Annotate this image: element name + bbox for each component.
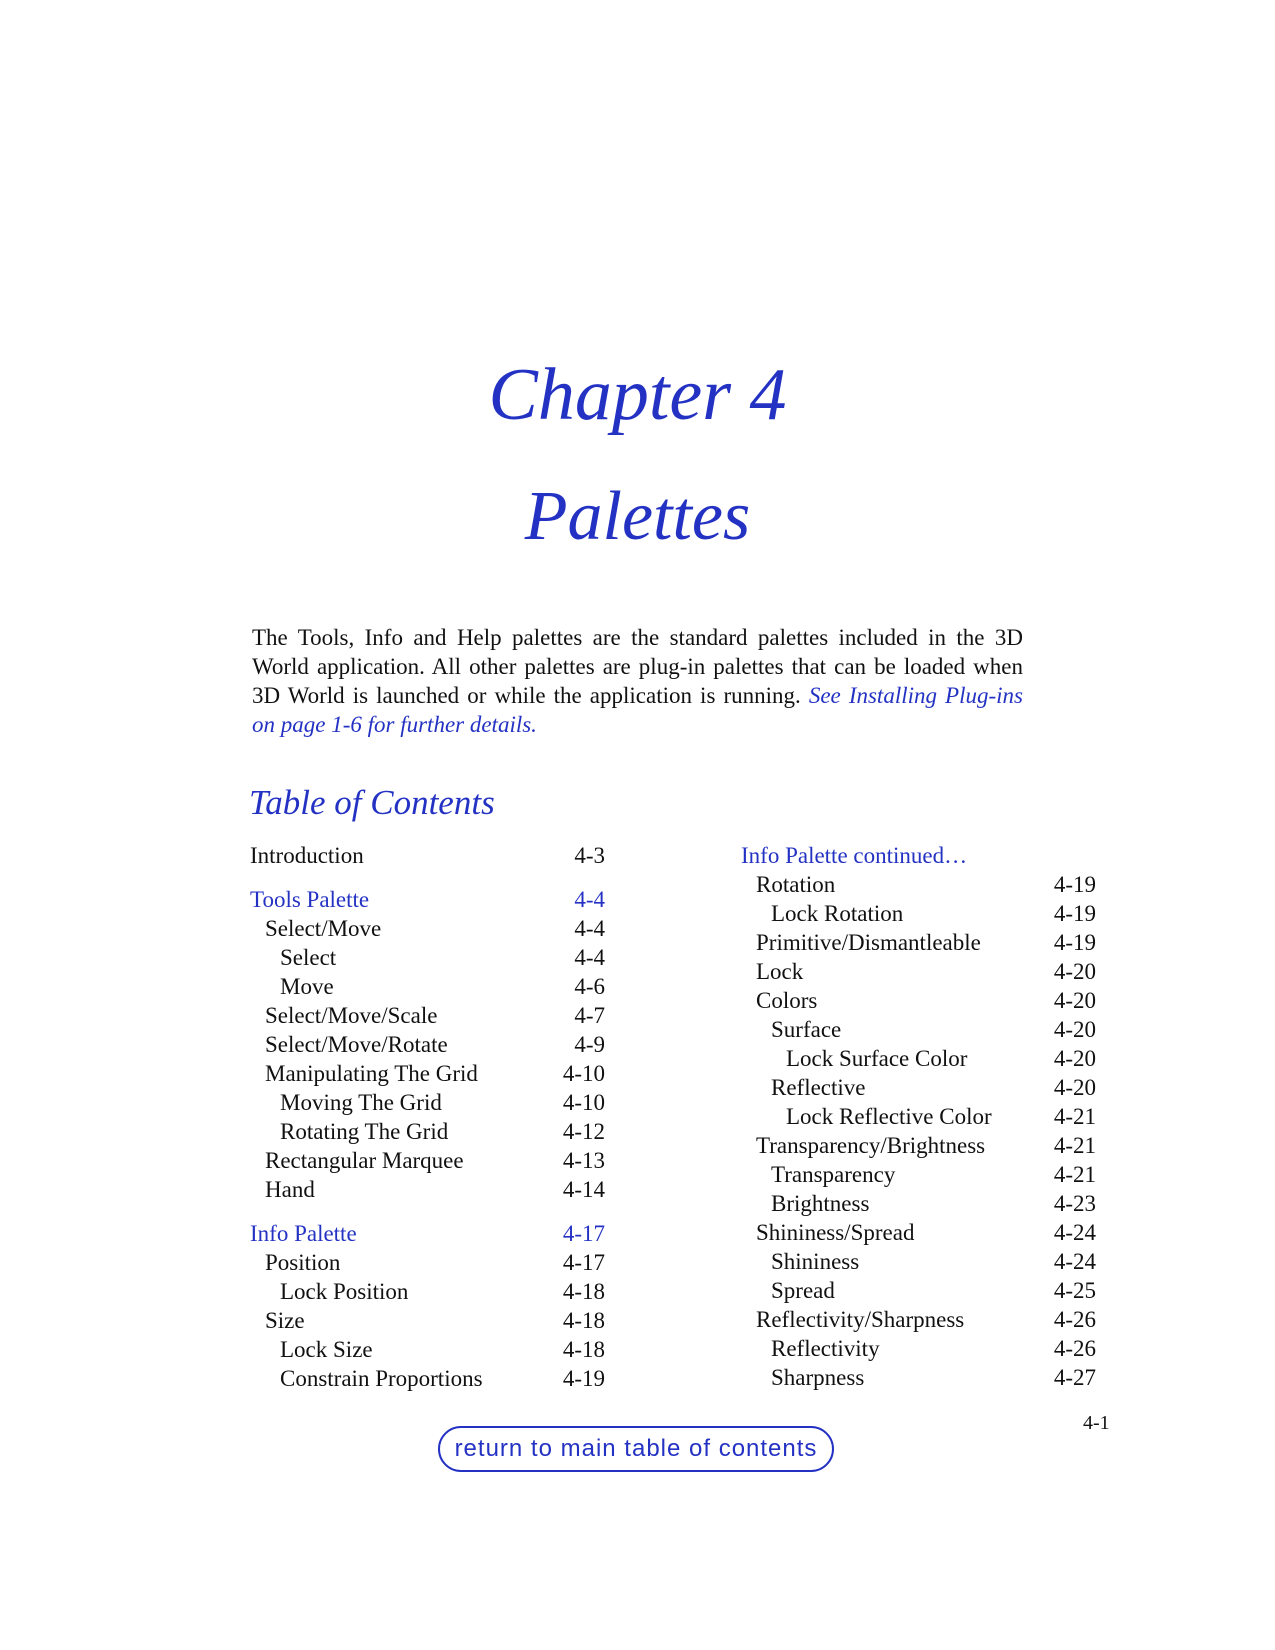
toc-entry-label: Reflective — [771, 1075, 866, 1100]
toc-entry-page: 4-19 — [562, 1366, 605, 1391]
toc-entry-page: 4-21 — [1053, 1104, 1096, 1129]
toc-entry-label: Surface — [771, 1017, 842, 1042]
installing-plugins-link[interactable]: See Installing Plug-ins on page 1-6 for further details. — [252, 683, 1023, 737]
toc-entry-moving-the-grid[interactable] — [250, 1088, 605, 1117]
toc-entry-page: 4-23 — [1053, 1191, 1096, 1216]
toc-entry-transparency-brightness[interactable] — [741, 1131, 1096, 1160]
intro-text: The Tools, Info and Help palettes are the standard palettes included in the 3D World application. All other palettes are plug-in palettes that can be loaded when 3D World is launched or while the application is running. — [252, 625, 1023, 708]
toc-entry-page: 4-18 — [562, 1337, 605, 1362]
toc-entry-size[interactable] — [250, 1306, 605, 1335]
toc-entry-select-move-rotate[interactable] — [250, 1030, 605, 1059]
toc-entry-page: 4-20 — [1053, 959, 1096, 984]
toc-entry-page: 4-26 — [1053, 1307, 1096, 1332]
toc-entry-transparency[interactable] — [741, 1160, 1096, 1189]
toc-entry-page: 4-3 — [574, 843, 605, 868]
toc-entry-label: Info Palette — [250, 1221, 357, 1246]
toc-entry-label: Lock Size — [280, 1337, 373, 1362]
toc-entry-select-move-scale[interactable] — [250, 1001, 605, 1030]
toc-entry-label: Tools Palette — [250, 887, 370, 912]
toc-entry-page: 4-12 — [562, 1119, 605, 1144]
toc-entry-page: 4-6 — [574, 974, 605, 999]
toc-entry-label: Size — [265, 1308, 305, 1333]
toc-entry-label: Lock Reflective Color — [786, 1104, 992, 1129]
toc-entry-info-palette-continued[interactable] — [741, 841, 1096, 870]
toc-entry-manipulating-the-grid[interactable] — [250, 1059, 605, 1088]
toc-entry-page: 4-9 — [574, 1032, 605, 1057]
toc-entry-page: 4-14 — [562, 1177, 605, 1202]
toc-entry-move[interactable] — [250, 972, 605, 1001]
toc-entry-label: Hand — [265, 1177, 315, 1202]
toc-entry-page: 4-4 — [574, 887, 605, 912]
toc-entry-page: 4-26 — [1053, 1336, 1096, 1361]
toc-entry-label: Select — [280, 945, 337, 970]
toc-entry-page: 4-21 — [1053, 1133, 1096, 1158]
chapter-subtitle: Palettes — [524, 478, 751, 555]
toc-entry-label: Constrain Proportions — [280, 1366, 483, 1391]
toc-entry-shininess[interactable] — [741, 1247, 1096, 1276]
toc-entry-label: Lock Position — [280, 1279, 409, 1304]
intro-paragraph — [252, 623, 1023, 739]
toc-entry-page: 4-10 — [562, 1090, 605, 1115]
toc-entry-label: Introduction — [250, 843, 364, 868]
return-to-main-toc-button[interactable]: return to main table of contents — [438, 1426, 834, 1472]
toc-entry-page: 4-19 — [1053, 872, 1096, 897]
toc-entry-reflective[interactable] — [741, 1073, 1096, 1102]
toc-entry-reflectivity-sharpness[interactable] — [741, 1305, 1096, 1334]
toc-entry-lock-position[interactable] — [250, 1277, 605, 1306]
toc-right-column — [741, 841, 1096, 1392]
toc-entry-spread[interactable] — [741, 1276, 1096, 1305]
toc-entry-label: Reflectivity/Sharpness — [756, 1307, 965, 1332]
toc-entry-page: 4-13 — [562, 1148, 605, 1173]
toc-entry-label: Moving The Grid — [280, 1090, 442, 1115]
toc-entry-lock[interactable] — [741, 957, 1096, 986]
toc-entry-page: 4-21 — [1053, 1162, 1096, 1187]
toc-entry-shininess-spread[interactable] — [741, 1218, 1096, 1247]
toc-heading: Table of Contents — [249, 783, 495, 822]
toc-entry-lock-size[interactable] — [250, 1335, 605, 1364]
toc-entry-info-palette[interactable] — [250, 1219, 605, 1248]
toc-entry-hand[interactable] — [250, 1175, 605, 1204]
toc-entry-label: Rotating The Grid — [280, 1119, 449, 1144]
toc-entry-page: 4-4 — [574, 916, 605, 941]
toc-entry-label: Position — [265, 1250, 341, 1275]
toc-entry-label: Shininess — [771, 1249, 860, 1274]
toc-entry-constrain-proportions[interactable] — [250, 1364, 605, 1393]
toc-entry-label: Transparency/Brightness — [756, 1133, 986, 1158]
toc-entry-page: 4-24 — [1053, 1249, 1096, 1274]
toc-entry-label: Rotation — [756, 872, 836, 897]
toc-entry-label: Reflectivity — [771, 1336, 880, 1361]
toc-entry-brightness[interactable] — [741, 1189, 1096, 1218]
toc-entry-page: 4-10 — [562, 1061, 605, 1086]
chapter-title: Chapter 4 — [488, 354, 787, 436]
toc-entry-page: 4-18 — [562, 1308, 605, 1333]
toc-entry-rectangular-marquee[interactable] — [250, 1146, 605, 1175]
toc-entry-page: 4-17 — [562, 1221, 605, 1246]
toc-entry-page: 4-24 — [1053, 1220, 1096, 1245]
page-number: 4-1 — [1083, 1412, 1110, 1434]
toc-left-column — [250, 841, 605, 1393]
toc-entry-page: 4-25 — [1053, 1278, 1096, 1303]
toc-entry-surface[interactable] — [741, 1015, 1096, 1044]
toc-entry-label: Info Palette continued… — [741, 843, 968, 868]
toc-entry-introduction[interactable] — [250, 841, 605, 870]
toc-entry-label: Sharpness — [771, 1365, 865, 1390]
toc-entry-label: Rectangular Marquee — [265, 1148, 464, 1173]
toc-entry-label: Colors — [756, 988, 818, 1013]
toc-entry-label: Brightness — [771, 1191, 870, 1216]
toc-entry-page: 4-20 — [1053, 988, 1096, 1013]
toc-entry-page: 4-19 — [1053, 930, 1096, 955]
toc-entry-lock-surface-color[interactable] — [741, 1044, 1096, 1073]
toc-entry-lock-reflective-color[interactable] — [741, 1102, 1096, 1131]
toc-entry-select[interactable] — [250, 943, 605, 972]
toc-entry-select-move[interactable] — [250, 914, 605, 943]
toc-entry-page: 4-17 — [562, 1250, 605, 1275]
toc-entry-reflectivity[interactable] — [741, 1334, 1096, 1363]
toc-entry-lock-rotation[interactable] — [741, 899, 1096, 928]
toc-entry-label: Select/Move/Rotate — [265, 1032, 448, 1057]
toc-entry-rotating-the-grid[interactable] — [250, 1117, 605, 1146]
toc-entry-colors[interactable] — [741, 986, 1096, 1015]
toc-entry-label: Move — [280, 974, 334, 999]
toc-entry-page: 4-7 — [574, 1003, 605, 1028]
toc-entry-label: Manipulating The Grid — [265, 1061, 478, 1086]
toc-entry-page: 4-18 — [562, 1279, 605, 1304]
toc-entry-tools-palette[interactable] — [250, 885, 605, 914]
toc-entry-rotation[interactable] — [741, 870, 1096, 899]
toc-entry-position[interactable] — [250, 1248, 605, 1277]
toc-entry-page: 4-27 — [1053, 1365, 1096, 1390]
toc-entry-label: Select/Move — [265, 916, 382, 941]
toc-entry-page: 4-4 — [574, 945, 605, 970]
toc-entry-page: 4-19 — [1053, 901, 1096, 926]
toc-entry-sharpness[interactable] — [741, 1363, 1096, 1392]
toc-entry-label: Transparency — [771, 1162, 896, 1187]
toc-entry-page: 4-20 — [1053, 1075, 1096, 1100]
toc-entry-label: Select/Move/Scale — [265, 1003, 438, 1028]
toc-entry-label: Shininess/Spread — [756, 1220, 915, 1245]
toc-entry-label: Lock Surface Color — [786, 1046, 968, 1071]
toc-entry-primitive-dismantleable[interactable] — [741, 928, 1096, 957]
toc-entry-page: 4-20 — [1053, 1017, 1096, 1042]
toc-entry-label: Spread — [771, 1278, 835, 1303]
toc-entry-page: 4-20 — [1053, 1046, 1096, 1071]
toc-entry-label: Primitive/Dismantleable — [756, 930, 981, 955]
toc-entry-label: Lock Rotation — [771, 901, 904, 926]
toc-entry-label: Lock — [756, 959, 804, 984]
